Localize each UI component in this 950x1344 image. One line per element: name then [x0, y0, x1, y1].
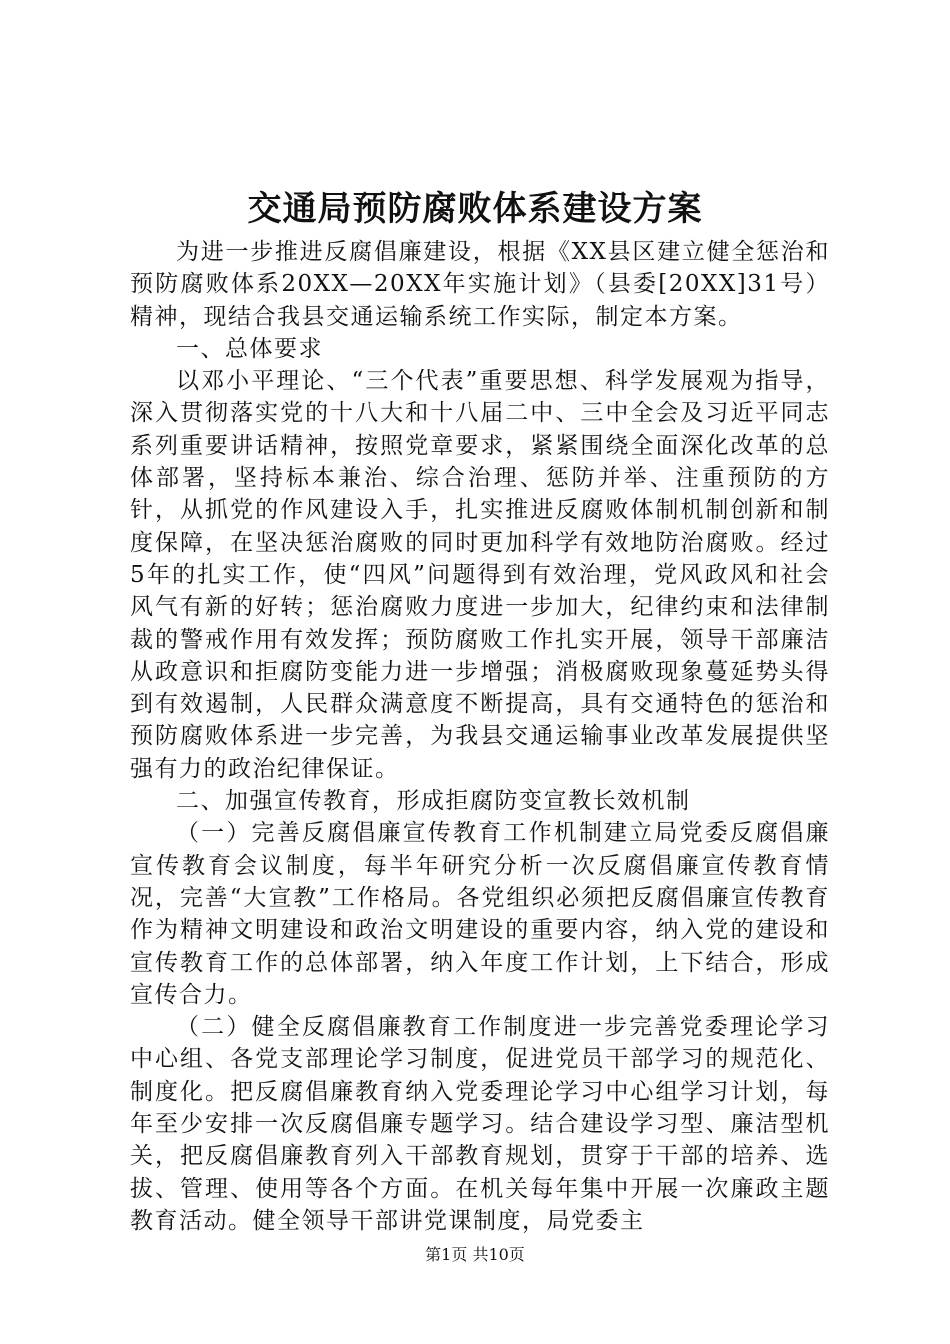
section-heading-general-requirements: 一、总体要求 — [176, 335, 323, 362]
document-title: 交通局预防腐败体系建设方案 — [247, 189, 703, 229]
section-heading-publicity-education: 二、加强宣传教育，形成拒腐防变宣教长效机制 — [176, 788, 691, 815]
subsection-paragraph-1: （一）完善反腐倡廉宣传教育工作机制建立局党委反腐倡廉宣传教育会议制度，每半年研究分析一次反腐倡廉宣传教育情况，完善“大宣教”工作格局。各党组织必须把反腐倡廉宣传教育作为精神文明建设和政治文明建设的重要内容，纳入党的建设和宣传教育工作的总体部署，纳入年度工作计划，上下结合，形成宣传合力。 — [130, 820, 830, 1008]
intro-paragraph: 为进一步推进反腐倡廉建设，根据《XX县区建立健全惩治和预防腐败体系20XX—20XX年实施计划》（县委[20XX]31号）精神，现结合我县交通运输系统工作实际，制定本方案。 — [130, 239, 830, 330]
document-body — [130, 236, 830, 1237]
page-number-footer: 第1页 共10页 — [425, 1245, 525, 1264]
general-requirements-paragraph: 以邓小平理论、“三个代表”重要思想、科学发展观为指导，深入贯彻落实党的十八大和十八届二中、三中全会及习近平同志系列重要讲话精神，按照党章要求，紧紧围绕全面深化改革的总体部署，坚持标本兼治、综合治理、惩防并举、注重预防的方针，从抓党的作风建设入手，扎实推进反腐败体制机制创新和制度保障，在坚决惩治腐败的同时更加科学有效地防治腐败。经过5年的扎实工作，使“四风”问题得到有效治理，党风政风和社会风气有新的好转；惩治腐败力度进一步加大，纪律约束和法律制裁的警戒作用有效发挥；预防腐败工作扎实开展，领导干部廉洁从政意识和拒腐防变能力进一步增强；消极腐败现象蔓延势头得到有效遏制，人民群众满意度不断提高，具有交通特色的惩治和预防腐败体系进一步完善，为我县交通运输事业改革发展提供坚强有力的政治纪律保证。 — [130, 368, 830, 782]
subsection-paragraph-2: （二）健全反腐倡廉教育工作制度进一步完善党委理论学习中心组、各党支部理论学习制度，促进党员干部学习的规范化、制度化。把反腐倡廉教育纳入党委理论学习中心组学习计划，每年至少安排一次反腐倡廉专题学习。结合建设学习型、廉洁型机关，把反腐倡廉教育列入干部教育规划，贯穿于干部的培养、选拔、管理、使用等各个方面。在机关每年集中开展一次廉政主题教育活动。健全领导干部讲党课制度，局党委主 — [130, 1014, 830, 1234]
